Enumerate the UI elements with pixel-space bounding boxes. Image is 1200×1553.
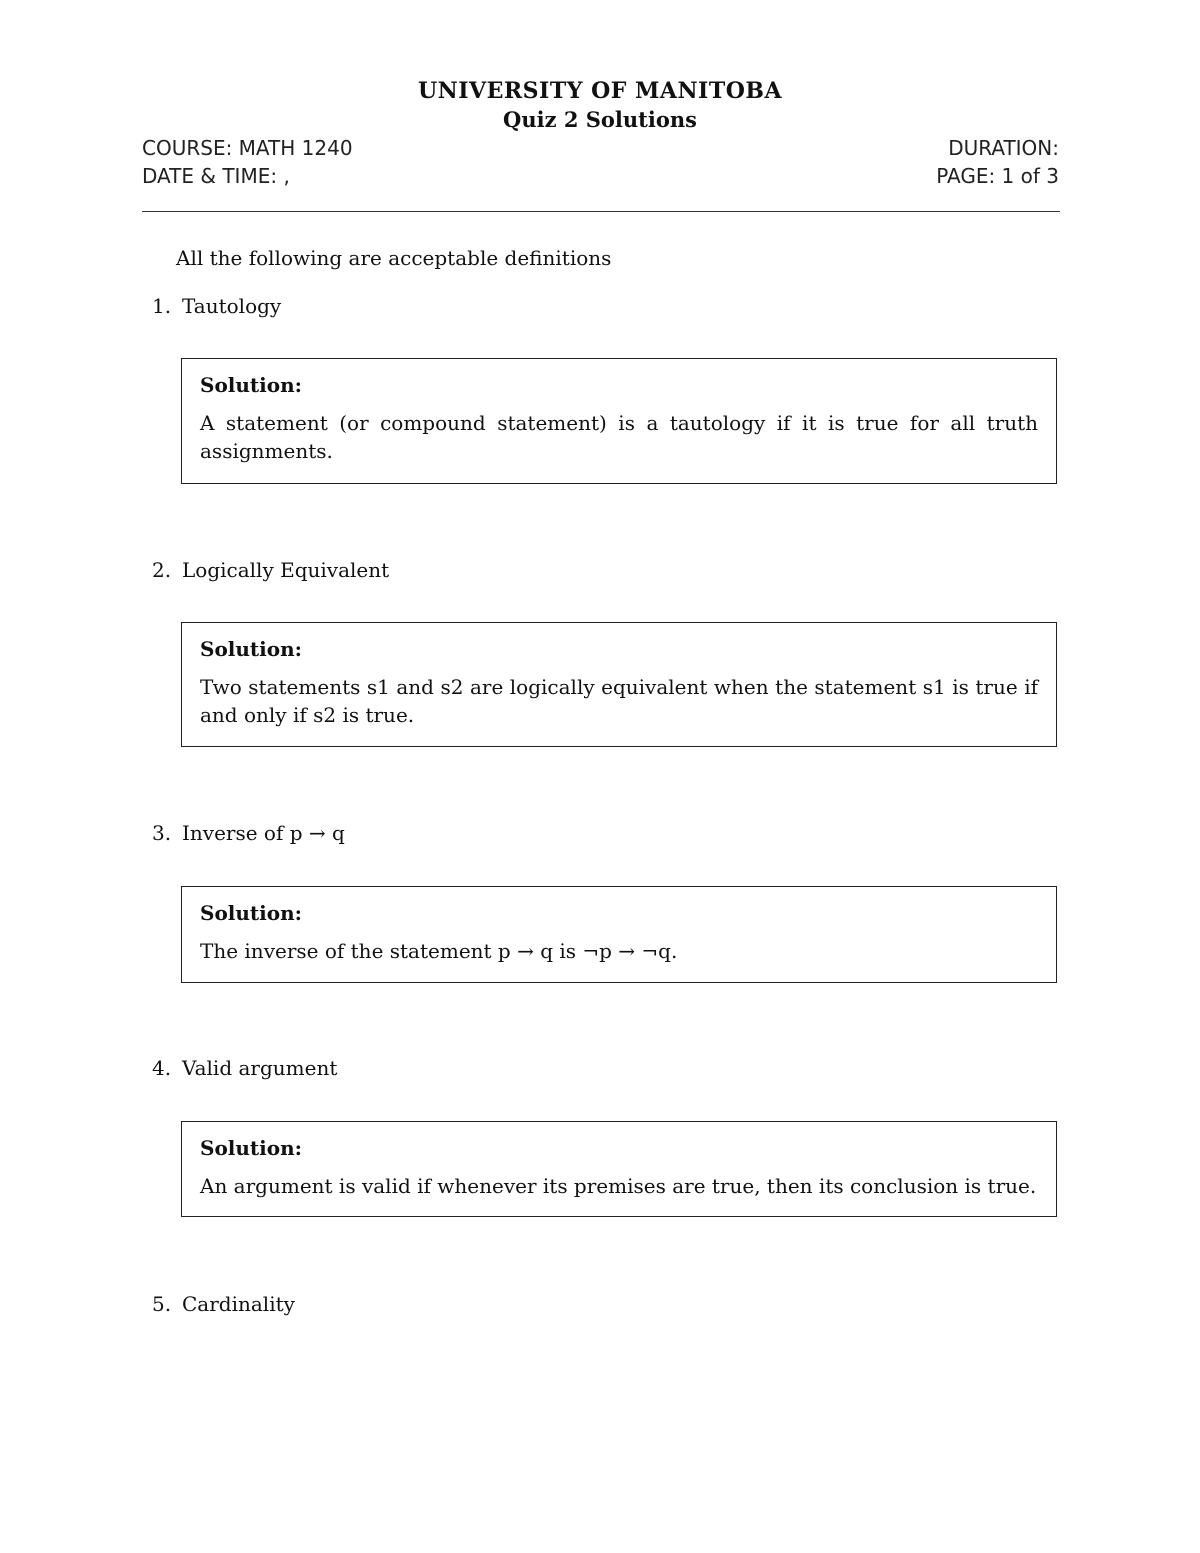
question-2 — [152, 558, 389, 582]
quiz-title: Quiz 2 Solutions — [503, 107, 697, 132]
header-divider — [142, 211, 1060, 212]
question-title: Logically Equivalent — [182, 558, 390, 582]
solution-label: Solution: — [200, 637, 303, 661]
solution-box-1 — [181, 358, 1057, 484]
solution-text: An argument is valid if whenever its premises are true, then its conclusion is true. — [200, 1174, 1037, 1198]
question-title: Valid argument — [182, 1056, 338, 1080]
question-number: 2. — [152, 558, 172, 582]
question-5 — [152, 1292, 295, 1316]
question-title: Inverse of p → q — [182, 821, 345, 845]
question-4 — [152, 1056, 337, 1080]
solution-text: The inverse of the statement p → q is ¬p → ¬q. — [200, 939, 678, 963]
solution-label: Solution: — [200, 373, 303, 397]
duration-label: DURATION: — [948, 136, 1059, 160]
solution-label: Solution: — [200, 901, 303, 925]
question-number: 3. — [152, 821, 172, 845]
question-title: Cardinality — [182, 1292, 295, 1316]
solution-box-2 — [181, 622, 1057, 747]
solution-text: A statement (or compound statement) is a tautology if it is true for all truth assignments. — [200, 411, 1038, 463]
question-number: 5. — [152, 1292, 172, 1316]
date-time-label: DATE & TIME: , — [142, 164, 290, 188]
course-label: COURSE: MATH 1240 — [142, 136, 353, 160]
intro-text: All the following are acceptable definitions — [176, 246, 612, 270]
question-3 — [152, 821, 345, 845]
solution-box-4 — [181, 1121, 1057, 1217]
question-title: Tautology — [182, 294, 282, 318]
page-indicator: PAGE: 1 of 3 — [936, 164, 1059, 188]
solution-label: Solution: — [200, 1136, 303, 1160]
solution-text: Two statements s1 and s2 are logically equivalent when the statement s1 is true if and only if s2 is true. — [200, 675, 1038, 727]
question-number: 1. — [152, 294, 172, 318]
question-number: 4. — [152, 1056, 172, 1080]
university-title: UNIVERSITY OF MANITOBA — [417, 78, 783, 104]
solution-box-3 — [181, 886, 1057, 983]
question-1 — [152, 294, 281, 318]
